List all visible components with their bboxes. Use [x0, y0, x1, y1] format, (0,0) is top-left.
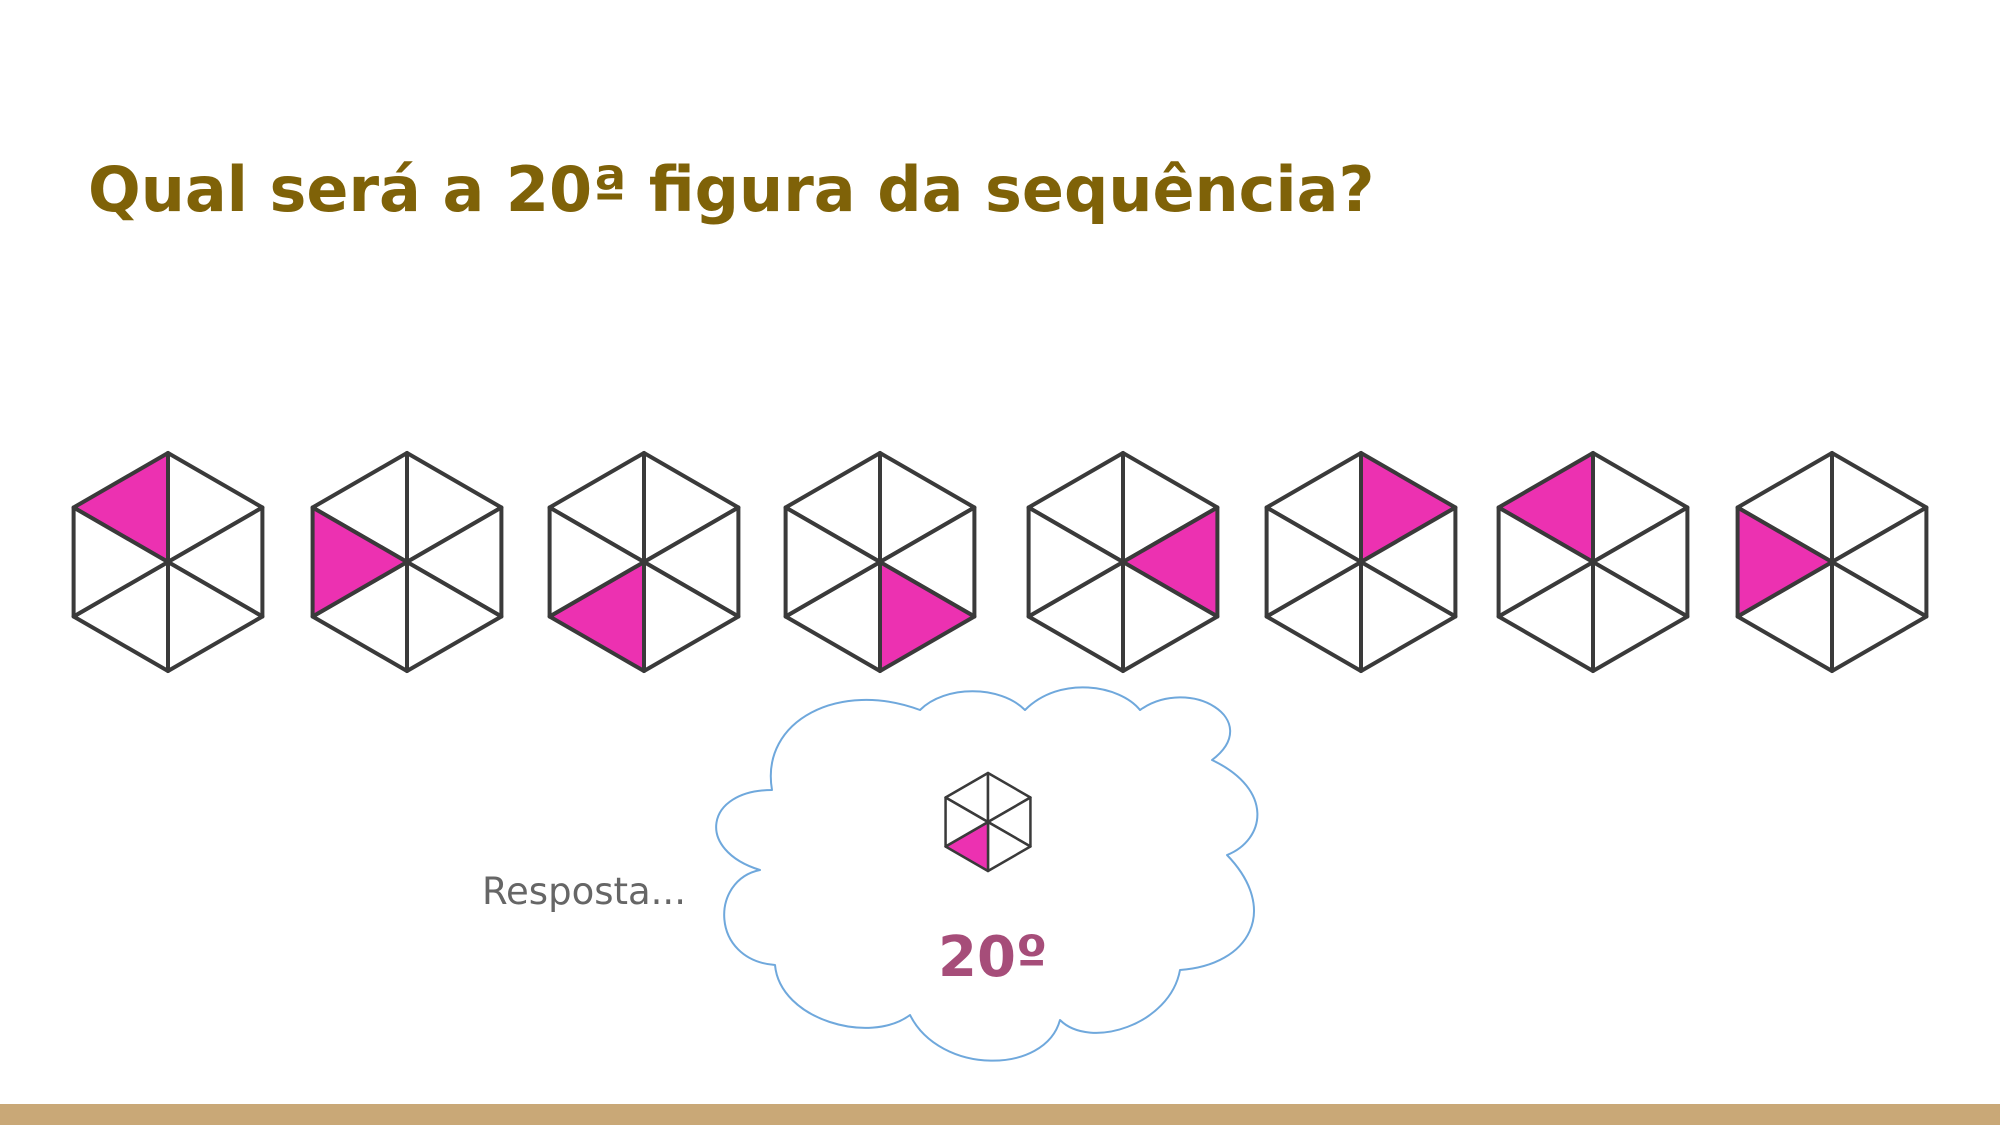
- sequence-hexagon-7: [1499, 453, 1688, 671]
- bottom-bar: [0, 1104, 2000, 1125]
- sequence-hexagon-3: [550, 453, 739, 671]
- sequence-hexagon-5: [1029, 453, 1218, 671]
- sequence-hexagon-8: [1738, 453, 1927, 671]
- answer-label: Resposta...: [482, 870, 686, 913]
- sequence-hexagon-4: [786, 453, 975, 671]
- answer-hexagon-shape: [946, 773, 1031, 871]
- sequence-hexagon-1: [74, 453, 263, 671]
- answer-hexagon: [925, 770, 1051, 874]
- sequence-hexagon-6: [1267, 453, 1456, 671]
- sequence-hexagon-2: [313, 453, 502, 671]
- question-title: Qual será a 20ª figura da sequência?: [88, 153, 1375, 226]
- answer-ordinal: 20º: [938, 925, 1048, 990]
